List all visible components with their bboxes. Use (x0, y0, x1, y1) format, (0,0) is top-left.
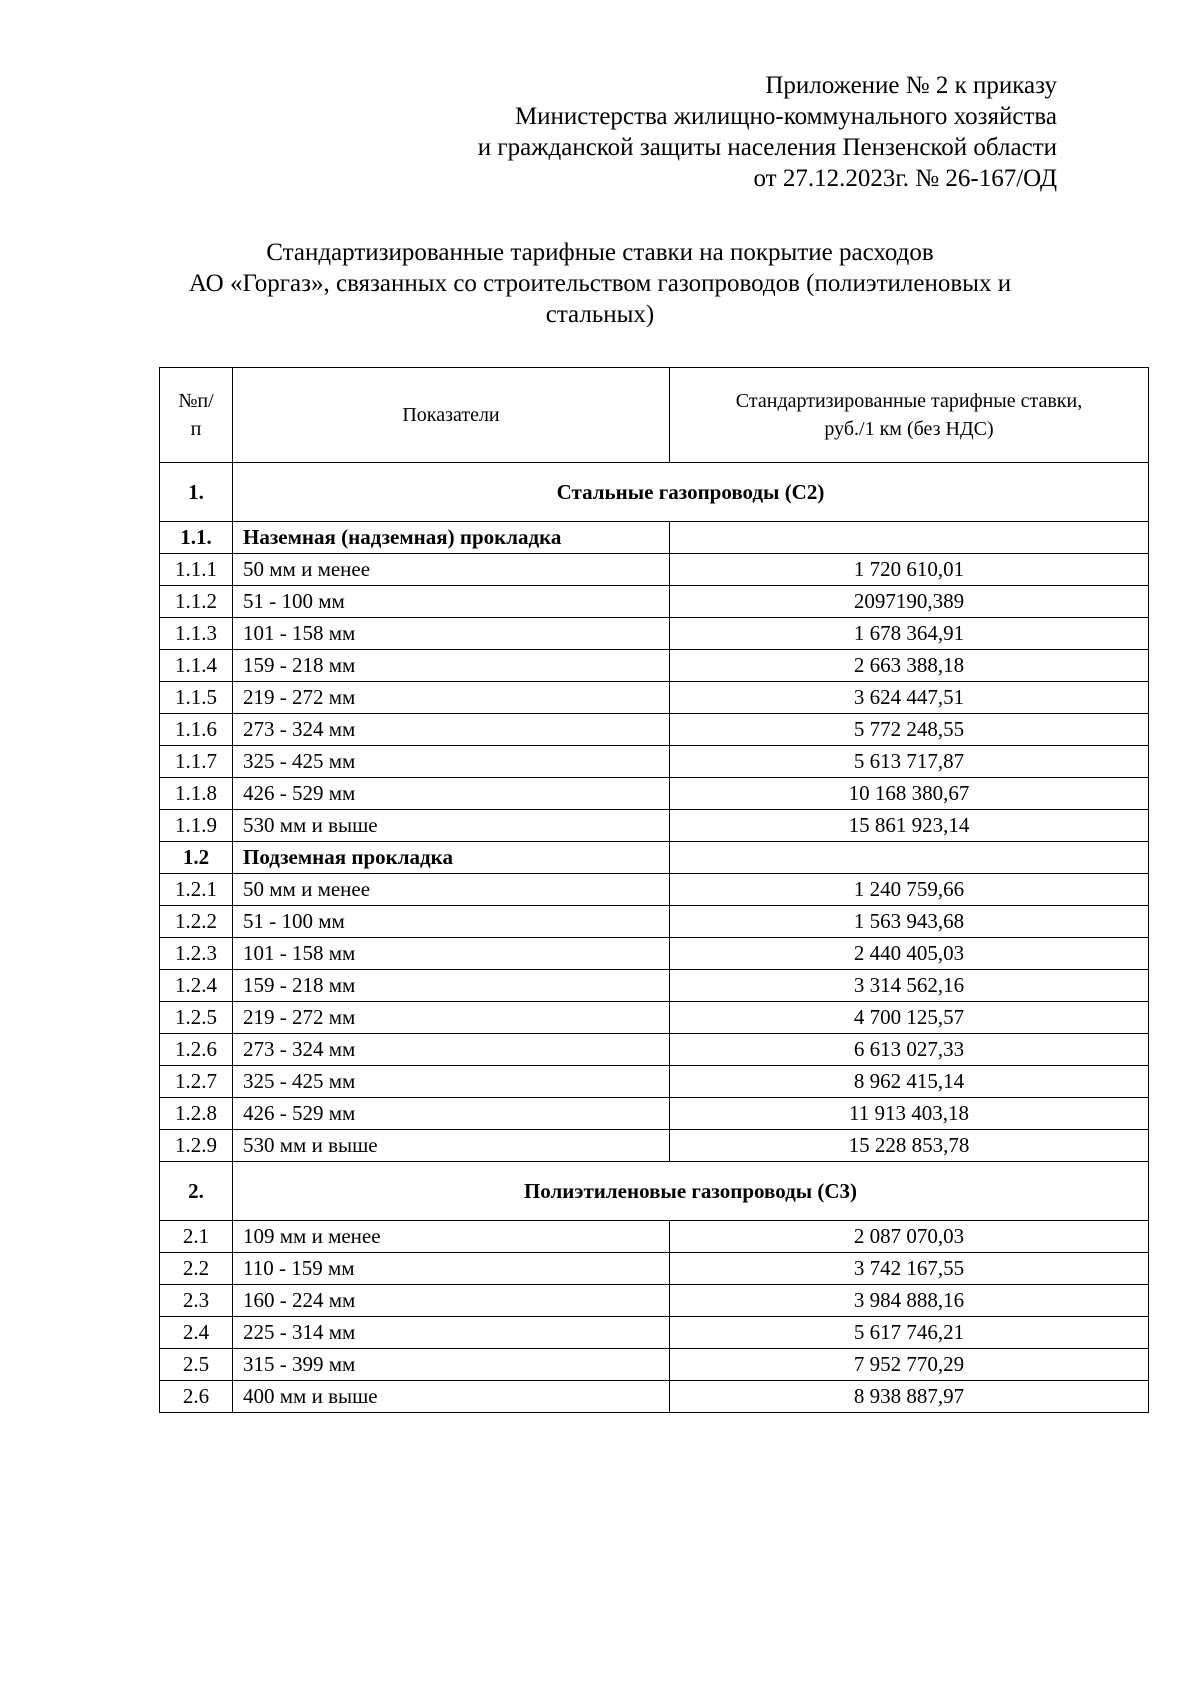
row-value: 15 228 853,78 (670, 1130, 1149, 1162)
row-number: 1.1.9 (160, 810, 233, 842)
table-row (160, 1221, 1149, 1253)
row-number: 1.2.5 (160, 1002, 233, 1034)
row-label: 325 - 425 мм (233, 1066, 670, 1098)
table-row (160, 906, 1149, 938)
row-label: 219 - 272 мм (233, 1002, 670, 1034)
row-label: 159 - 218 мм (233, 650, 670, 682)
row-number: 1.2.7 (160, 1066, 233, 1098)
row-value: 3 624 447,51 (670, 682, 1149, 714)
table-row (160, 1285, 1149, 1317)
row-label: 273 - 324 мм (233, 714, 670, 746)
row-label: 50 мм и менее (233, 874, 670, 906)
row-value: 1 720 610,01 (670, 554, 1149, 586)
row-label: 160 - 224 мм (233, 1285, 670, 1317)
table-row (160, 1317, 1149, 1349)
header-line: Приложение № 2 к приказу (765, 72, 1057, 99)
document-header (478, 70, 1057, 194)
table-row (160, 682, 1149, 714)
row-label: 325 - 425 мм (233, 746, 670, 778)
row-number: 1.1.3 (160, 618, 233, 650)
row-label: 109 мм и менее (233, 1221, 670, 1253)
header-num-cell (160, 368, 233, 463)
row-number: 1.1.2 (160, 586, 233, 618)
row-value: 1 563 943,68 (670, 906, 1149, 938)
row-number: 1.2.4 (160, 970, 233, 1002)
row-value: 10 168 380,67 (670, 778, 1149, 810)
row-number: 1.1.7 (160, 746, 233, 778)
row-value: 2097190,389 (670, 586, 1149, 618)
row-label: 51 - 100 мм (233, 906, 670, 938)
section-number: 1. (160, 463, 233, 522)
row-label: 219 - 272 мм (233, 682, 670, 714)
subsection-title: Наземная (надземная) прокладка (233, 522, 670, 554)
table-row (160, 1130, 1149, 1162)
subsection-number: 1.1. (160, 522, 233, 554)
section-title: Полиэтиленовые газопроводы (С3) (233, 1162, 1149, 1221)
row-label: 110 - 159 мм (233, 1253, 670, 1285)
table-row (160, 970, 1149, 1002)
row-label: 530 мм и выше (233, 1130, 670, 1162)
row-label: 50 мм и менее (233, 554, 670, 586)
row-value: 3 742 167,55 (670, 1253, 1149, 1285)
table-row (160, 938, 1149, 970)
row-label: 426 - 529 мм (233, 1098, 670, 1130)
title-line: стальных) (545, 301, 655, 328)
table-row (160, 618, 1149, 650)
row-number: 1.1.1 (160, 554, 233, 586)
table-row (160, 1066, 1149, 1098)
row-number: 1.2.2 (160, 906, 233, 938)
section-row (160, 463, 1149, 522)
subsection-number: 1.2 (160, 842, 233, 874)
table-row (160, 1253, 1149, 1285)
header-rate-line: Стандартизированные тарифные ставки, (735, 390, 1083, 412)
table-row (160, 778, 1149, 810)
section-number: 2. (160, 1162, 233, 1221)
row-label: 273 - 324 мм (233, 1034, 670, 1066)
table-row (160, 1098, 1149, 1130)
row-label: 225 - 314 мм (233, 1317, 670, 1349)
table-row (160, 1034, 1149, 1066)
header-line: и гражданской защиты населения Пензенской области (477, 134, 1057, 161)
row-value: 1 240 759,66 (670, 874, 1149, 906)
subsection-row (160, 522, 1149, 554)
row-value: 4 700 125,57 (670, 1002, 1149, 1034)
row-value: 15 861 923,14 (670, 810, 1149, 842)
table-header-row (160, 368, 1149, 463)
row-label: 315 - 399 мм (233, 1349, 670, 1381)
header-rate-cell (670, 368, 1149, 463)
row-number: 1.2.6 (160, 1034, 233, 1066)
table-row (160, 1381, 1149, 1413)
row-number: 2.2 (160, 1253, 233, 1285)
row-value: 8 938 887,97 (670, 1381, 1149, 1413)
row-value: 2 663 388,18 (670, 650, 1149, 682)
subsection-value-empty (670, 522, 1149, 554)
subsection-title: Подземная прокладка (233, 842, 670, 874)
row-value: 5 772 248,55 (670, 714, 1149, 746)
table-row (160, 810, 1149, 842)
row-number: 1.1.4 (160, 650, 233, 682)
row-label: 51 - 100 мм (233, 586, 670, 618)
row-number: 1.1.6 (160, 714, 233, 746)
row-label: 530 мм и выше (233, 810, 670, 842)
header-indicator-cell: Показатели (233, 368, 670, 463)
row-number: 2.5 (160, 1349, 233, 1381)
row-number: 2.3 (160, 1285, 233, 1317)
title-line: Стандартизированные тарифные ставки на покрытие расходов (266, 239, 934, 266)
row-number: 2.6 (160, 1381, 233, 1413)
row-value: 2 440 405,03 (670, 938, 1149, 970)
row-value: 6 613 027,33 (670, 1034, 1149, 1066)
table-row (160, 874, 1149, 906)
row-label: 159 - 218 мм (233, 970, 670, 1002)
row-number: 1.2.8 (160, 1098, 233, 1130)
row-number: 1.1.5 (160, 682, 233, 714)
section-row (160, 1162, 1149, 1221)
row-label: 101 - 158 мм (233, 618, 670, 650)
row-value: 1 678 364,91 (670, 618, 1149, 650)
header-line: Министерства жилищно-коммунального хозяйства (514, 103, 1057, 130)
row-label: 101 - 158 мм (233, 938, 670, 970)
row-value: 8 962 415,14 (670, 1066, 1149, 1098)
row-value: 3 984 888,16 (670, 1285, 1149, 1317)
table-row (160, 650, 1149, 682)
subsection-row (160, 842, 1149, 874)
table-row (160, 1002, 1149, 1034)
row-value: 5 613 717,87 (670, 746, 1149, 778)
table-row (160, 714, 1149, 746)
header-num-line: №п/ (178, 390, 214, 412)
subsection-value-empty (670, 842, 1149, 874)
table-row (160, 586, 1149, 618)
row-value: 7 952 770,29 (670, 1349, 1149, 1381)
row-number: 1.2.1 (160, 874, 233, 906)
title-line: АО «Горгаз», связанных со строительством газопроводов (полиэтиленовых и (188, 270, 1012, 297)
row-value: 11 913 403,18 (670, 1098, 1149, 1130)
table-row (160, 746, 1149, 778)
row-value: 5 617 746,21 (670, 1317, 1149, 1349)
row-number: 1.2.9 (160, 1130, 233, 1162)
header-num-line: п (190, 418, 202, 440)
row-value: 3 314 562,16 (670, 970, 1149, 1002)
row-number: 1.1.8 (160, 778, 233, 810)
document-title (150, 237, 1050, 330)
table-row (160, 554, 1149, 586)
row-number: 1.2.3 (160, 938, 233, 970)
row-value: 2 087 070,03 (670, 1221, 1149, 1253)
header-rate-line: руб./1 км (без НДС) (824, 418, 994, 440)
row-label: 400 мм и выше (233, 1381, 670, 1413)
section-title: Стальные газопроводы (С2) (233, 463, 1149, 522)
row-number: 2.4 (160, 1317, 233, 1349)
tariff-table (159, 367, 1149, 1413)
row-number: 2.1 (160, 1221, 233, 1253)
row-label: 426 - 529 мм (233, 778, 670, 810)
header-line: от 27.12.2023г. № 26-167/ОД (753, 165, 1057, 192)
table-row (160, 1349, 1149, 1381)
